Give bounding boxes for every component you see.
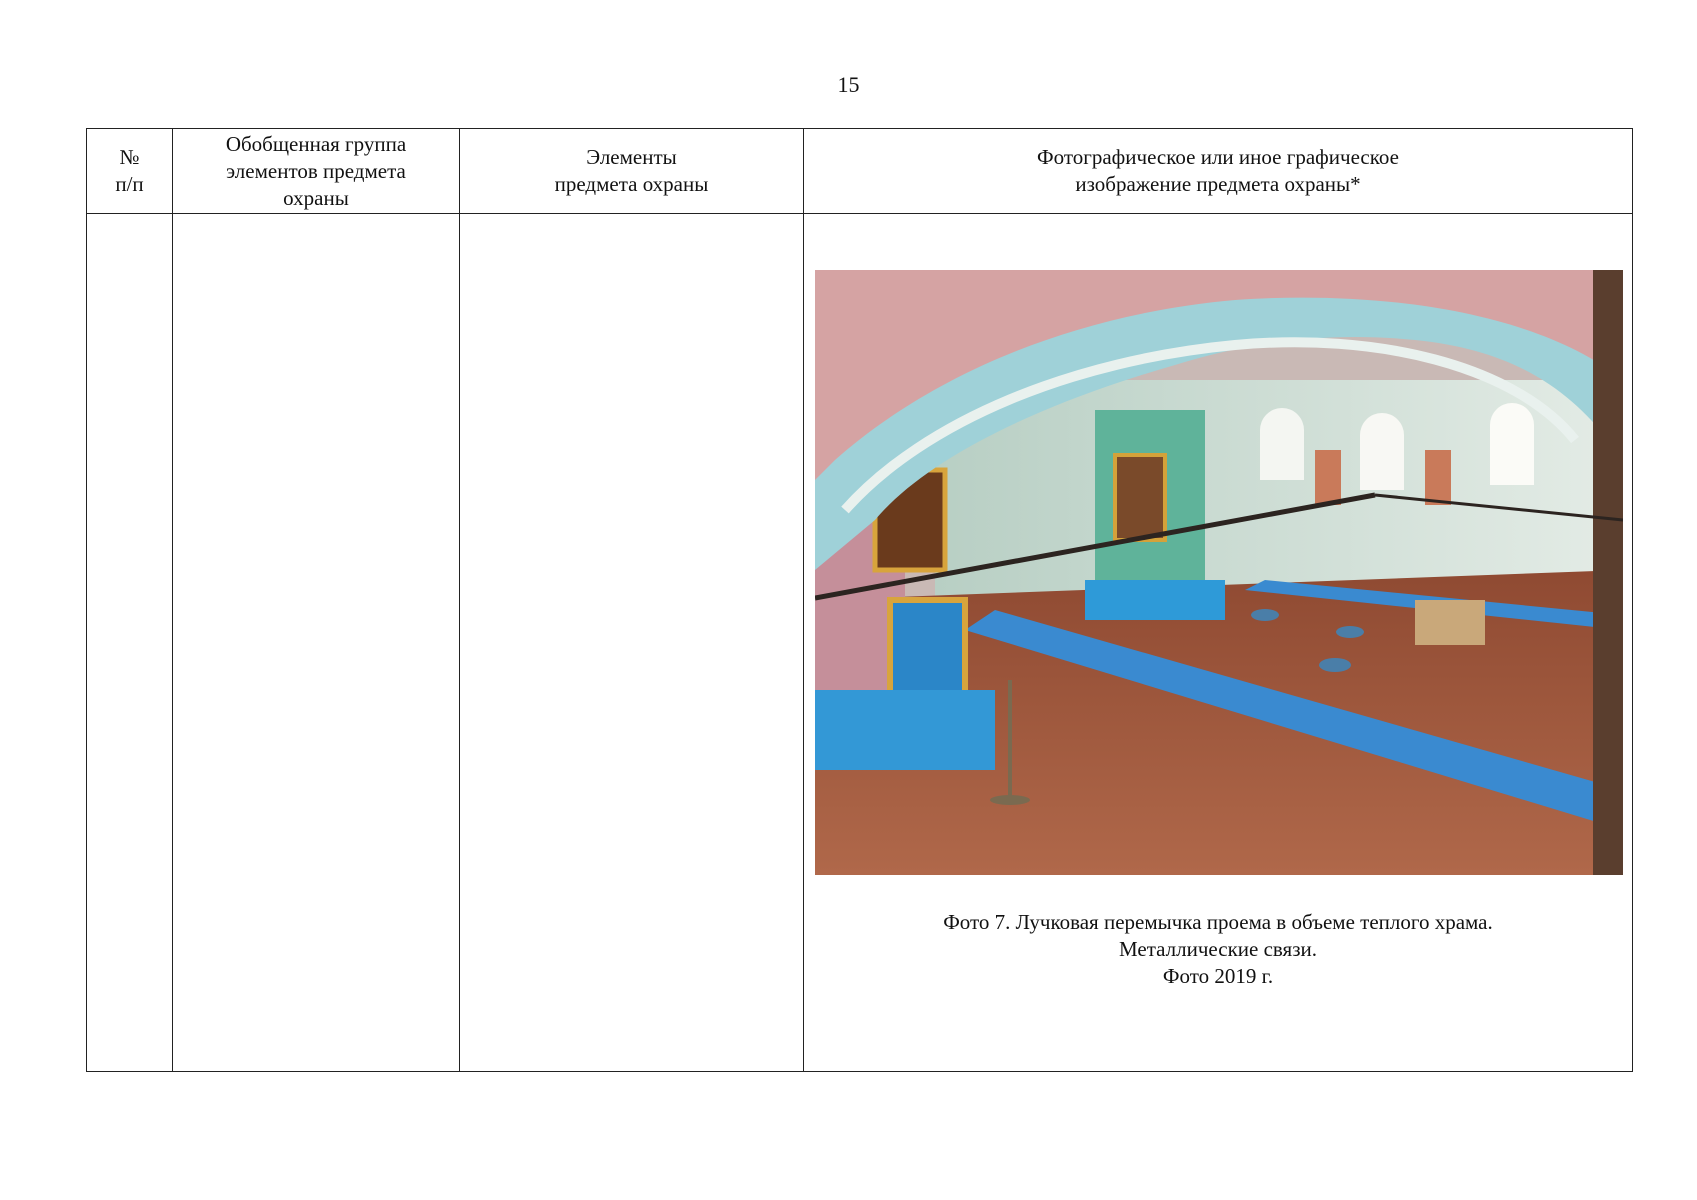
cell-photo (804, 214, 1633, 1072)
church-interior-photo (815, 270, 1623, 875)
table-header-row (87, 129, 1633, 214)
cell-number (87, 214, 173, 1072)
protection-subject-table (86, 128, 1633, 1072)
caption-line-3: Фото 2019 г. (1162, 964, 1274, 988)
photo-caption (804, 909, 1632, 990)
page-number: 15 (837, 72, 860, 97)
table-row (87, 214, 1633, 1072)
header-element-group: Обобщенная группа элементов предмета охраны (173, 129, 460, 214)
caption-line-2: Металлические связи. (1119, 937, 1317, 961)
cell-elements (460, 214, 804, 1072)
header-number: № п/п (87, 129, 173, 214)
header-elements: Элементы предмета охраны (460, 129, 804, 214)
header-photo: Фотографическое или иное графическое изображение предмета охраны* (804, 129, 1633, 214)
cell-element-group (173, 214, 460, 1072)
caption-line-1: Фото 7. Лучковая перемычка проема в объеме теплого храма. (943, 910, 1493, 934)
photo-illustration (815, 270, 1623, 875)
